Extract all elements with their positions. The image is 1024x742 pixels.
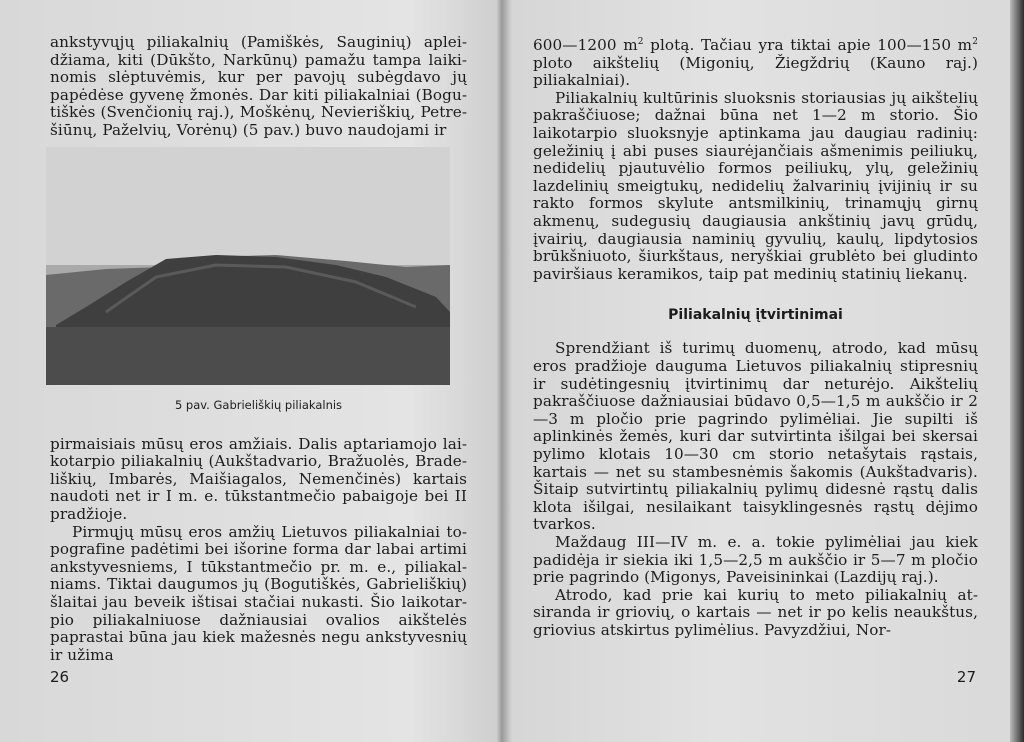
section-heading: Piliakalnių įtvirtinimai xyxy=(668,307,843,324)
text-segment: 600—1200 m xyxy=(533,36,638,55)
right-paragraph-2: Piliakalnių kultūrinis sluoksnis storiausias jų aikštelių pakraščiuose; dažnai būna net 1—2 m storio. Šio laikotarpio sluoksnyje aptinkama jau daugiau radinių: geležinių į abi puses siaurėjančiais ašmenimis peiliukų, nedidelių pjautuvėlio formos peiliukų, ylų, geležinių lazdelinių smeigtukų, nedidelių žalvarinių įvijinių ir su rakto formos skylute antsmilkinių, trinamųjų girnų akmenų, sudegusių daugiausia ankštinių javų grūdų, įvairių, daugiausia naminių gyvulių, kaulų, lipdytosios brūkšniuoto, šiurkštaus, neryškiai grublėto bei gludinto paviršiaus keramikos, taip pat medinių statinių liekanų. xyxy=(533,88,978,283)
right-paragraph-5: Atrodo, kad prie kai kurių to meto piliakalnių atsiranda ir griovių, o kartais — net ir po kelis neaukštus, griovius atskirtus pylimėlius. Pavyzdžiui, Nor- xyxy=(533,585,978,639)
hillfort-photo-graphic xyxy=(46,147,450,385)
hillfort-photo xyxy=(46,147,450,385)
page-edge xyxy=(1010,0,1024,742)
right-paragraph-3: Sprendžiant iš turimų duomenų, atrodo, kad mūsų eros pradžioje dauguma Lietuvos piliakalnių stipresnių ir sudėtingesnių įtvirtinimų dar neturėjo. Aikštelių pakraščiuose dažniausiai būdavo 0,5—1,5 m aukščio ir 2—3 m pločio prie pagrindo pylimėliai. Jie supilti iš aplinkinės žemės, kuri dar sutvirtinta išilgai bei skersai pylimo klotais 10—30 cm storio netašytais rąstais, kartais — net su stambesnėmis šakomis (Aukštadvaris). Šitaip sutvirtintų piliakalnių pylimų didesnė rąstų dalis klota išilgai, nesilaikant taisyklingesnės rąstų dėjimo tvarkos. xyxy=(533,339,978,534)
superscript: 2 xyxy=(637,37,644,47)
text-segment: plotą. Tačiau yra tiktai apie 100—150 m xyxy=(643,36,973,55)
right-paragraph-1 xyxy=(533,34,978,90)
page-number-right: 27 xyxy=(956,668,976,686)
text-segment: ploto aikštelių (Migonių, Žiegždrių (Kauno raj.) piliakalniai). xyxy=(533,53,978,90)
left-paragraph-1: ankstyvųjų piliakalnių (Pamiškės, Sauginių) apleidžiama, kiti (Dūkšto, Narkūnų) pamažu tampa laikinomis slėptuvėmis, kur per pavojų subėgdavo jų papėdėse gyvenę žmonės. Dar kiti piliakalniai (Bogutiškės (Svenčionių raj.), Moškėnų, Nevieriškių, Petrešiūnų, Paželvių, Vorėnų) (5 pav.) buvo naudojami ir xyxy=(50,33,467,139)
superscript: 2 xyxy=(972,37,979,47)
left-page xyxy=(0,0,497,742)
page-number-left: 26 xyxy=(50,668,70,686)
right-page xyxy=(505,0,1010,742)
figure-caption: 5 pav. Gabrieliškių piliakalnis xyxy=(174,397,343,412)
right-paragraph-4: Maždaug III—IV m. e. a. tokie pylimėliai jau kiek padidėja ir siekia iki 1,5—2,5 m aukščio ir 5—7 m pločio prie pagrindo (Migonys, Paveisininkai (Lazdijų raj.). xyxy=(533,532,978,587)
left-paragraph-3: Pirmųjų mūsų eros amžių Lietuvos piliakalniai topografine padėtimi bei išorine forma dar labai artimi ankstyvesniems, I tūkstantmečio pr. m. e., piliakalniams. Tiktai daugumos jų (Bogutiškės, Gabrieliškių) šlaitai jau beveik ištisai stačiai nukasti. Šio laikotarpio piliakalniuose dažniausiai ovalios aikštelės paprastai būna jau kiek mažesnės negu ankstyvesnių ir užima xyxy=(50,522,467,664)
left-paragraph-2: pirmaisiais mūsų eros amžiais. Dalis aptariamojo laikotarpio piliakalnių (Aukštadvario, Bražuolės, Bradeliškių, Imbarės, Maišiagalos, Nemenčinės) kartais naudoti net ir I m. e. tūkstantmečio pabaigoje bei II pradžioje. xyxy=(50,434,467,523)
